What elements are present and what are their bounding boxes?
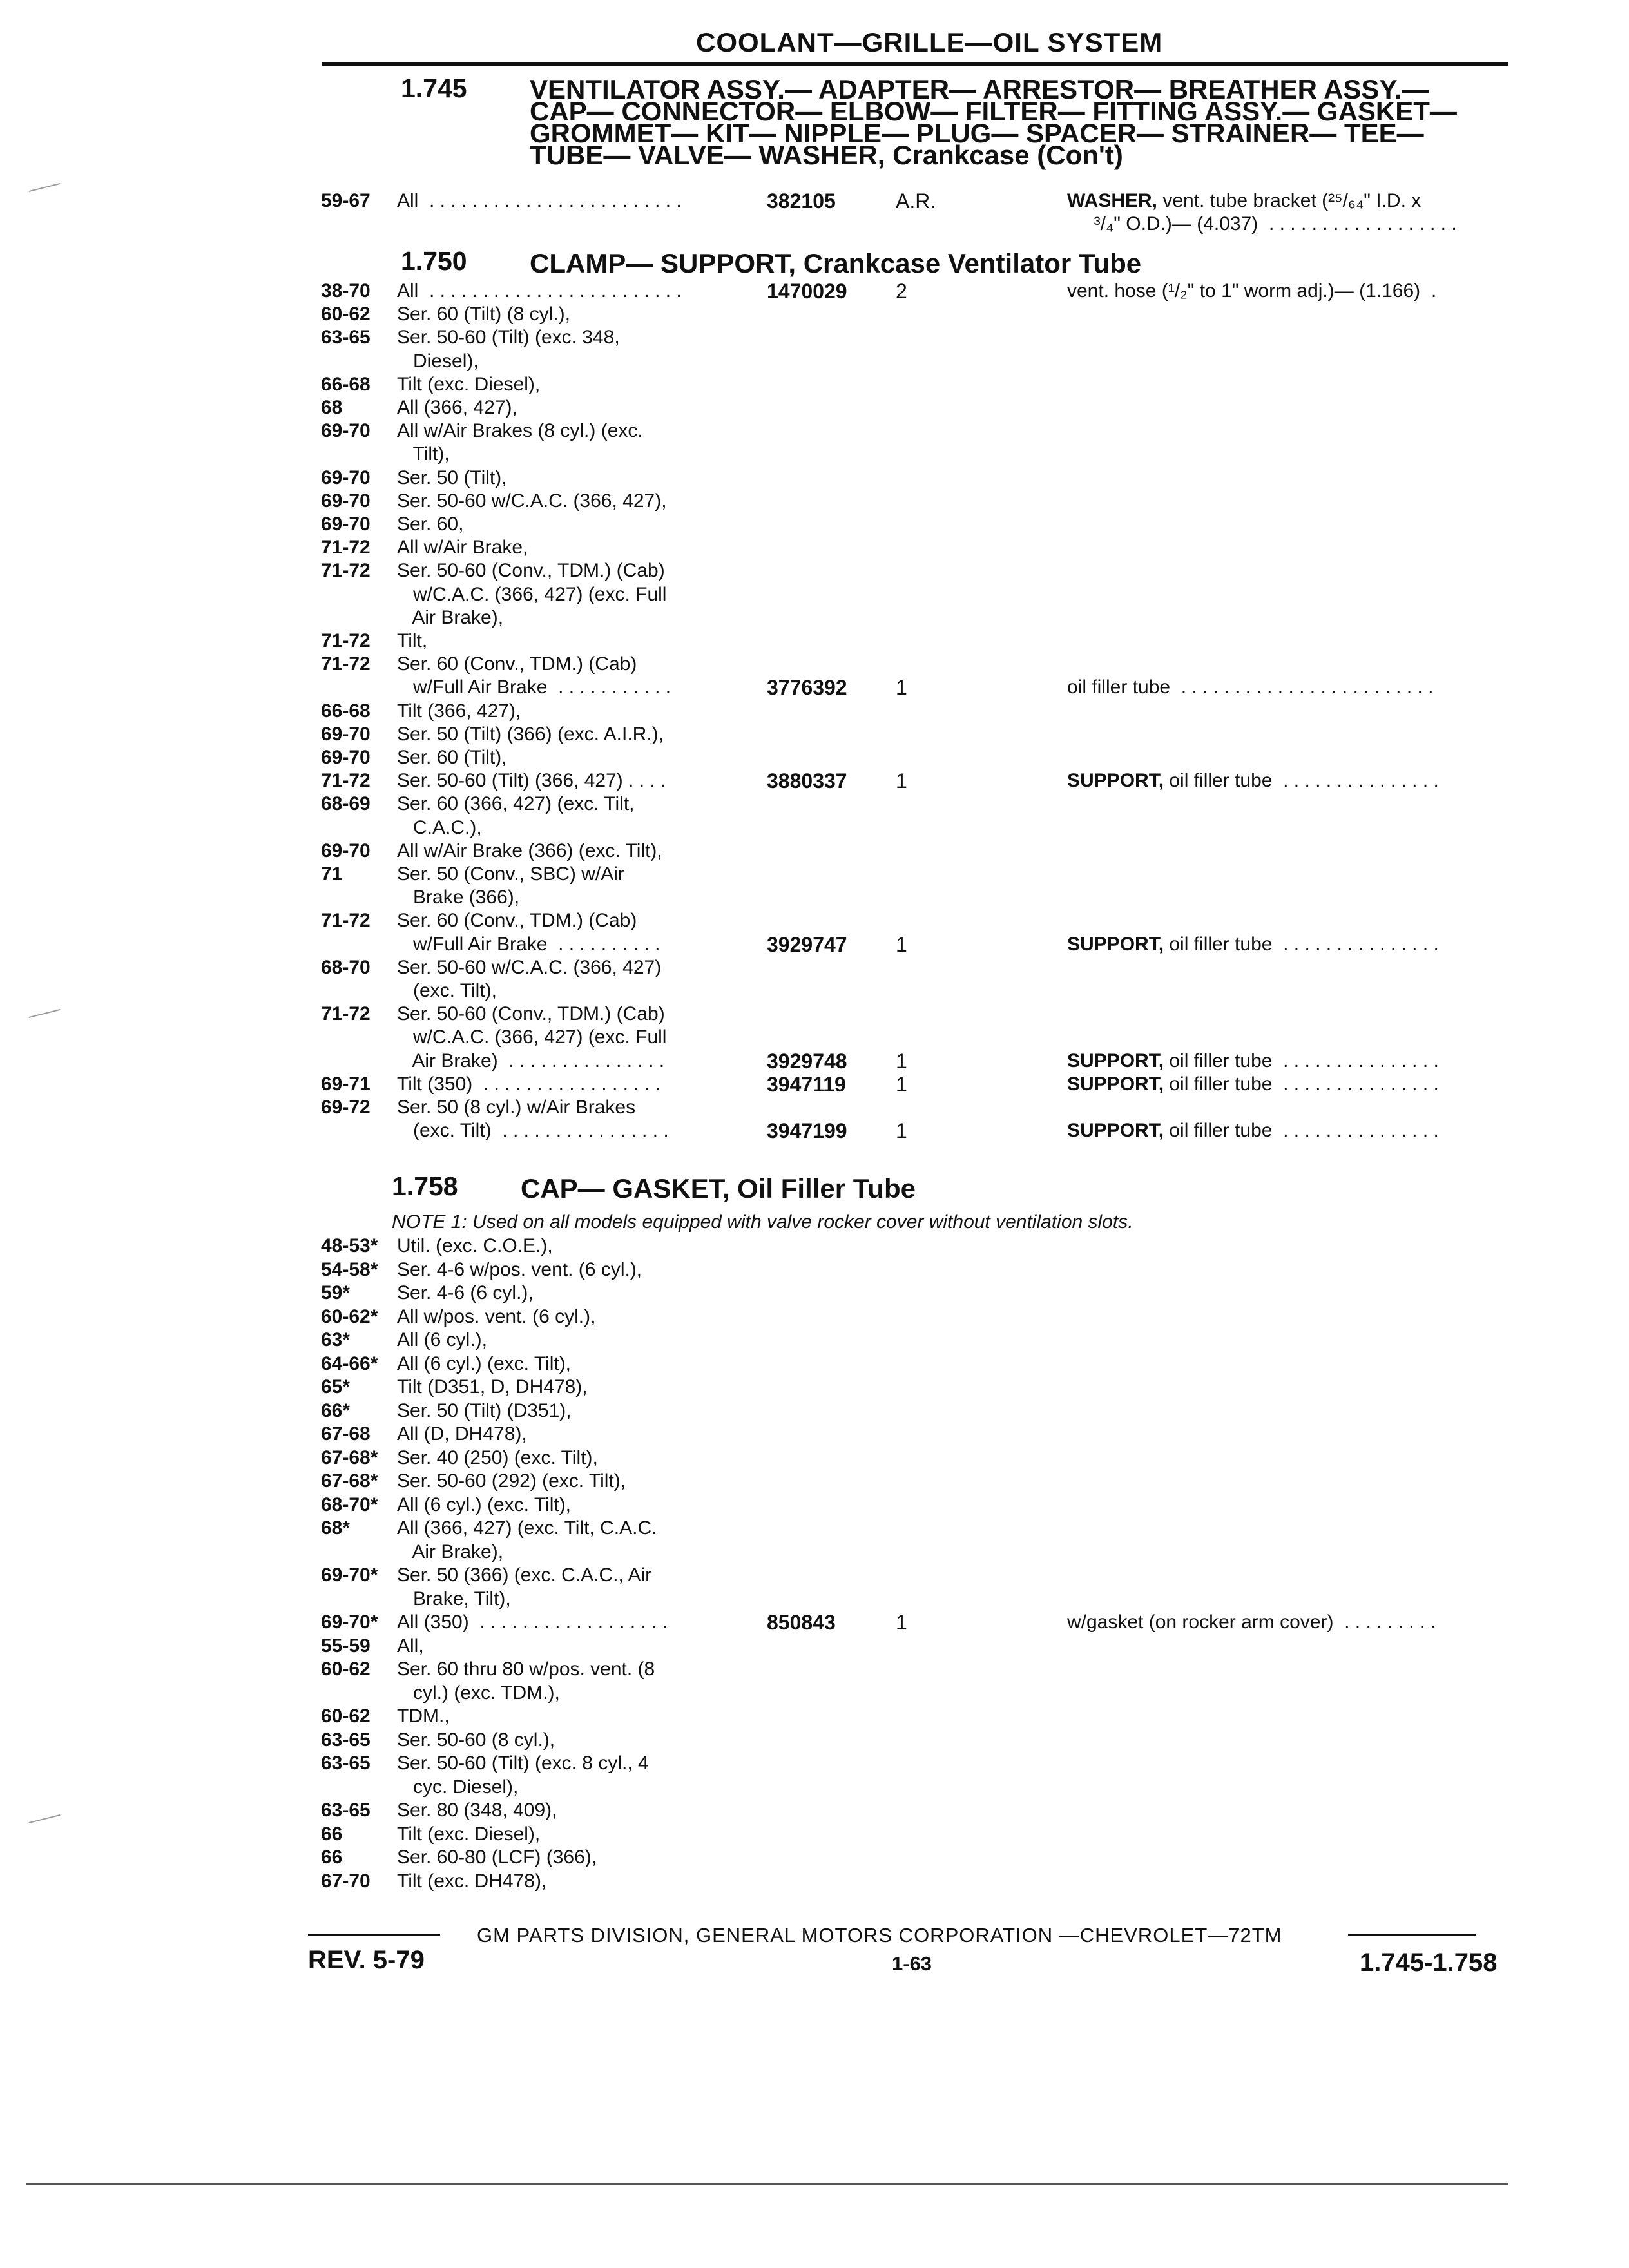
part-number: 3929747 [767, 932, 847, 956]
section-title-1758: CAP— GASKET, Oil Filler Tube [521, 1173, 916, 1204]
application: Ser. 60 thru 80 w/pos. vent. (8 [397, 1658, 655, 1680]
application: All (366, 427), [397, 397, 517, 418]
application: Ser. 60 (Conv., TDM.) (Cab) [397, 910, 637, 932]
application: Ser. 50-60 (8 cyl.), [397, 1729, 555, 1751]
model-years: 69-70 [321, 747, 371, 768]
application: All w/Air Brakes (8 cyl.) (exc. [397, 420, 643, 442]
application: All (366, 427) (exc. Tilt, C.A.C. [397, 1517, 657, 1539]
model-years: 48-53* [321, 1235, 378, 1256]
application: C.A.C.), [397, 816, 482, 838]
model-years: 69-71 [321, 1073, 371, 1095]
application: Tilt (exc. Diesel), [397, 1823, 541, 1845]
application: All . . . . . . . . . . . . . . . . . . . . . . . . [397, 280, 682, 302]
application: Air Brake), [397, 1541, 504, 1562]
application: TDM., [397, 1706, 450, 1727]
model-years: 63-65 [321, 327, 371, 349]
model-years: 65* [321, 1376, 351, 1398]
quantity: 1 [896, 769, 907, 793]
application: Ser. 60 (Tilt), [397, 747, 507, 768]
revision-label: REV. 5-79 [308, 1946, 425, 1974]
application: Tilt (exc. Diesel), [397, 373, 541, 395]
application: Brake, Tilt), [397, 1588, 511, 1610]
application: All (6 cyl.) (exc. Tilt), [397, 1494, 572, 1515]
application: Tilt), [397, 443, 450, 465]
description [1067, 1073, 1439, 1096]
application: Ser. 50-60 (Conv., TDM.) (Cab) [397, 560, 665, 582]
part-number: 3880337 [767, 769, 847, 793]
description-text: oil filler tube . . . . . . . . . . . . . . . [1164, 1050, 1439, 1072]
description-keyword: SUPPORT, [1067, 770, 1164, 792]
model-years: 63-65 [321, 1729, 371, 1751]
model-years: 69-70 [321, 490, 371, 512]
description-keyword: WASHER, [1067, 190, 1158, 211]
model-years: 68-70 [321, 956, 371, 978]
application: Ser. 50-60 (Conv., TDM.) (Cab) [397, 1003, 665, 1025]
application: All w/pos. vent. (6 cyl.), [397, 1305, 596, 1327]
model-years: 60-62 [321, 1706, 371, 1727]
model-years: 71-72 [321, 910, 371, 932]
model-years: 71 [321, 863, 343, 885]
model-years: 69-72 [321, 1097, 371, 1118]
application: (exc. Tilt), [397, 980, 497, 1001]
application: cyc. Diesel), [397, 1776, 519, 1798]
description-text: oil filler tube . . . . . . . . . . . . . . . . . . . . . . . . [1067, 677, 1434, 698]
model-years: 68-69 [321, 793, 371, 815]
description-text: oil filler tube . . . . . . . . . . . . . . . [1164, 933, 1439, 955]
application: w/Full Air Brake . . . . . . . . . . . [397, 677, 671, 698]
quantity: 2 [896, 280, 907, 303]
model-years: 55-59 [321, 1635, 371, 1657]
application: w/Full Air Brake . . . . . . . . . . [397, 933, 660, 955]
section-title-line: VENTILATOR ASSY.— ADAPTER— ARRESTOR— BREATHER ASSY.— [530, 74, 1429, 104]
model-years: 64-66* [321, 1352, 378, 1374]
description-text: w/gasket (on rocker arm cover) . . . . . . . . . [1067, 1611, 1436, 1633]
model-years: 60-62 [321, 1658, 371, 1680]
model-years: 69-70* [321, 1564, 378, 1586]
section-title-line: TUBE— VALVE— WASHER, Crankcase (Con't) [530, 140, 1123, 170]
part-number: 3947199 [767, 1119, 847, 1143]
application: Util. (exc. C.O.E.), [397, 1235, 553, 1256]
part-number: 1470029 [767, 280, 847, 303]
model-years: 69-70 [321, 514, 371, 535]
description-text: vent. hose (¹/₂" to 1" worm adj.)— (1.166) . [1067, 280, 1437, 302]
description-text: oil filler tube . . . . . . . . . . . . . . . [1164, 770, 1439, 792]
model-years: 59* [321, 1282, 351, 1303]
footer-rule-left [308, 1934, 440, 1936]
page-title: COOLANT—GRILLE—OIL SYSTEM [696, 27, 1163, 57]
application: Ser. 50-60 w/C.A.C. (366, 427), [397, 490, 667, 512]
model-years: 69-70 [321, 723, 371, 745]
footer-rule-right [1348, 1934, 1476, 1936]
model-years: 63-65 [321, 1753, 371, 1774]
model-years: 68* [321, 1517, 351, 1539]
model-years: 67-68 [321, 1423, 371, 1445]
application: All w/Air Brake (366) (exc. Tilt), [397, 840, 662, 861]
application: Ser. 60 (Conv., TDM.) (Cab) [397, 653, 637, 675]
quantity: A.R. [896, 189, 936, 213]
application: All, [397, 1635, 424, 1657]
application: Ser. 60, [397, 514, 464, 535]
application: Ser. 50-60 (Tilt) (366, 427) . . . . [397, 770, 666, 792]
scan-mark [29, 1009, 61, 1018]
section-title-line: GROMMET— KIT— NIPPLE— PLUG— SPACER— STRAINER— TEE— [530, 118, 1424, 148]
model-years: 71-72 [321, 560, 371, 582]
model-years: 66-68 [321, 373, 371, 395]
model-years: 38-70 [321, 280, 371, 302]
description [1067, 213, 1457, 236]
application: Ser. 4-6 (6 cyl.), [397, 1282, 534, 1303]
header-rule [322, 62, 1508, 66]
part-number: 382105 [767, 189, 836, 213]
model-years: 69-70 [321, 420, 371, 442]
application: Ser. 50 (Tilt) (366) (exc. A.I.R.), [397, 723, 664, 745]
part-number: 850843 [767, 1611, 836, 1634]
section-title-line: CAP— CONNECTOR— ELBOW— FILTER— FITTING ASSY.— GASKET— [530, 96, 1457, 126]
application: Ser. 50 (Tilt) (D351), [397, 1399, 572, 1421]
model-years: 69-70 [321, 466, 371, 488]
section-title-1745 [530, 74, 1457, 170]
quantity: 1 [896, 932, 907, 956]
model-years: 68 [321, 397, 343, 418]
application: Ser. 40 (250) (exc. Tilt), [397, 1446, 598, 1468]
description-keyword: SUPPORT, [1067, 1120, 1164, 1142]
application: cyl.) (exc. TDM.), [397, 1682, 560, 1704]
description [1067, 676, 1434, 699]
model-years: 67-68* [321, 1470, 378, 1492]
part-number: 3929748 [767, 1049, 847, 1073]
model-years: 71-72 [321, 630, 371, 651]
application: All (6 cyl.), [397, 1329, 488, 1350]
model-years: 63-65 [321, 1800, 371, 1821]
model-years: 66 [321, 1847, 343, 1868]
model-years: 69-70* [321, 1611, 378, 1633]
application: Diesel), [397, 350, 479, 372]
part-number: 3947119 [767, 1072, 846, 1096]
section-number-1750: 1.750 [401, 246, 467, 276]
application: w/C.A.C. (366, 427) (exc. Full [397, 1026, 667, 1048]
section-range: 1.745-1.758 [1360, 1948, 1498, 1977]
model-years: 60-62* [321, 1305, 378, 1327]
description-text: oil filler tube . . . . . . . . . . . . . . . [1164, 1073, 1439, 1095]
scan-edge-line [26, 2183, 1508, 2185]
application: Tilt (D351, D, DH478), [397, 1376, 588, 1398]
description [1067, 1050, 1439, 1073]
quantity: 1 [896, 1119, 907, 1143]
application: Tilt (366, 427), [397, 700, 521, 722]
description [1067, 933, 1439, 956]
application: All (350) . . . . . . . . . . . . . . . . . . [397, 1611, 668, 1633]
quantity: 1 [896, 1072, 907, 1096]
description-keyword: SUPPORT, [1067, 1050, 1164, 1072]
model-years: 59-67 [321, 190, 371, 211]
model-years: 71-72 [321, 1003, 371, 1025]
application: Ser. 50-60 (Tilt) (exc. 8 cyl., 4 [397, 1753, 649, 1774]
description-keyword: SUPPORT, [1067, 1073, 1164, 1095]
application: Ser. 80 (348, 409), [397, 1800, 557, 1821]
description [1067, 1119, 1439, 1142]
application: Tilt (350) . . . . . . . . . . . . . . . . . [397, 1073, 660, 1095]
description-text: oil filler tube . . . . . . . . . . . . . . . [1164, 1120, 1439, 1142]
application: Ser. 60 (Tilt) (8 cyl.), [397, 303, 570, 325]
application: All . . . . . . . . . . . . . . . . . . . . . . . . [397, 190, 682, 211]
quantity: 1 [896, 676, 907, 700]
application: All w/Air Brake, [397, 537, 528, 559]
model-years: 66* [321, 1399, 351, 1421]
application: Ser. 50 (366) (exc. C.A.C., Air [397, 1564, 652, 1586]
application: Ser. 50 (Conv., SBC) w/Air [397, 863, 624, 885]
section-number-1758: 1.758 [392, 1171, 458, 1201]
description [1067, 769, 1439, 793]
application: Ser. 60 (366, 427) (exc. Tilt, [397, 793, 635, 815]
model-years: 68-70* [321, 1494, 378, 1515]
application: Ser. 50 (Tilt), [397, 466, 507, 488]
description-keyword: SUPPORT, [1067, 933, 1164, 955]
model-years: 66 [321, 1823, 343, 1845]
footer-publisher: GM PARTS DIVISION, GENERAL MOTORS CORPORATION —CHEVROLET—72TM [477, 1924, 1282, 1946]
scan-mark [29, 183, 61, 192]
application: (exc. Tilt) . . . . . . . . . . . . . . . . [397, 1120, 669, 1142]
application: Ser. 50-60 (292) (exc. Tilt), [397, 1470, 626, 1492]
application: Ser. 60-80 (LCF) (366), [397, 1847, 597, 1868]
description-text: vent. tube bracket (²⁵/₆₄" I.D. x [1157, 190, 1422, 211]
model-years: 69-70 [321, 840, 371, 861]
description [1067, 280, 1436, 303]
model-years: 71-72 [321, 653, 371, 675]
model-years: 71-72 [321, 537, 371, 559]
model-years: 63* [321, 1329, 351, 1350]
application: Ser. 4-6 w/pos. vent. (6 cyl.), [397, 1258, 642, 1280]
description-text: ³/₄" O.D.)— (4.037) . . . . . . . . . . . . . . . . . . [1067, 213, 1457, 235]
part-number: 3776392 [767, 676, 847, 700]
application: Tilt (exc. DH478), [397, 1870, 547, 1892]
section-title-1750: CLAMP— SUPPORT, Crankcase Ventilator Tube [530, 248, 1142, 278]
application: Tilt, [397, 630, 428, 651]
model-years: 67-68* [321, 1446, 378, 1468]
scan-mark [29, 1814, 61, 1823]
application: Ser. 50-60 w/C.A.C. (366, 427) [397, 956, 662, 978]
description [1067, 189, 1421, 213]
application: Ser. 50 (8 cyl.) w/Air Brakes [397, 1097, 636, 1118]
application: All (D, DH478), [397, 1423, 527, 1445]
model-years: 54-58* [321, 1258, 378, 1280]
model-years: 60-62 [321, 303, 371, 325]
model-years: 66-68 [321, 700, 371, 722]
application: Brake (366), [397, 887, 520, 908]
model-years: 67-70 [321, 1870, 371, 1892]
quantity: 1 [896, 1611, 907, 1634]
page-number: 1-63 [892, 1952, 932, 1975]
application: Air Brake) . . . . . . . . . . . . . . . [397, 1050, 665, 1072]
section-number-1745: 1.745 [401, 73, 467, 103]
application: Air Brake), [397, 606, 504, 628]
quantity: 1 [896, 1049, 907, 1073]
note-1: NOTE 1: Used on all models equipped with valve rocker cover without ventilation slots. [392, 1211, 1133, 1233]
application: Ser. 50-60 (Tilt) (exc. 348, [397, 327, 620, 349]
application: w/C.A.C. (366, 427) (exc. Full [397, 583, 667, 605]
model-years: 71-72 [321, 770, 371, 792]
application: All (6 cyl.) (exc. Tilt), [397, 1352, 572, 1374]
description [1067, 1611, 1436, 1634]
